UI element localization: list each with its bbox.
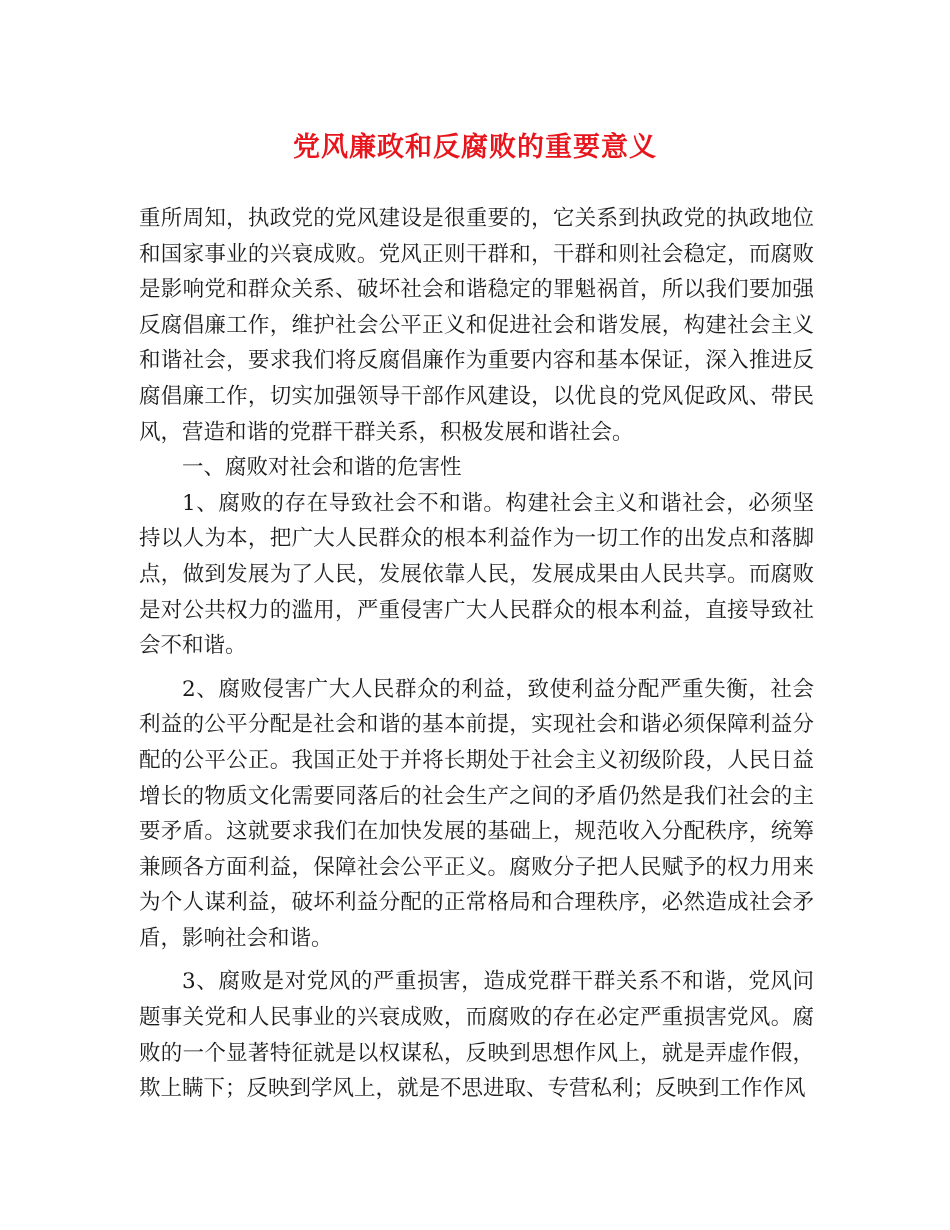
paragraph-point-3: 3、腐败是对党风的严重损害，造成党群干群关系不和谐，党风问题事关党和人民事业的兴衰成败，而腐败的存在必定严重损害党风。腐败的一个显著特征就是以权谋私，反映到思想作风上，就是弄虚作假，欺上瞒下；反映到学风上，就是不思进取、专营私利；反映到工作作风: [139, 969, 814, 1102]
section-heading-1: 一、腐败对社会和谐的危害性: [182, 455, 462, 481]
paragraph-point-1: 1、腐败的存在导致社会不和谐。构建社会主义和谐社会，必须坚持以人为本，把广大人民群众的根本利益作为一切工作的出发点和落脚点，做到发展为了人民，发展依靠人民，发展成果由人民共享。而腐败是对公共权力的滥用，严重侵害广大人民群众的根本利益，直接导致社会不和谐。: [139, 490, 814, 659]
paragraph-point-2: 2、腐败侵害广大人民群众的利益，致使利益分配严重失衡，社会利益的公平分配是社会和谐的基本前提，实现社会和谐必须保障利益分配的公平公正。我国正处于并将长期处于社会主义初级阶段，人民日益增长的物质文化需要同落后的社会生产之间的矛盾仍然是我们社会的主要矛盾。这就要求我们在加快发展的基础上，规范收入分配秩序，统筹兼顾各方面利益，保障社会公平正义。腐败分子把人民赋予的权力用来为个人谋利益，破坏利益分配的正常格局和合理秩序，必然造成社会矛盾，影响社会和谐。: [139, 676, 814, 951]
document-title: 党风廉政和反腐败的重要意义: [293, 132, 657, 163]
paragraph-intro: 重所周知，执政党的党风建设是很重要的，它关系到执政党的执政地位和国家事业的兴衰成败。党风正则干群和，干群和则社会稳定，而腐败是影响党和群众关系、破坏社会和谐稳定的罪魁祸首，所以我们要加强反腐倡廉工作，维护社会公平正义和促进社会和谐发展，构建社会主义和谐社会，要求我们将反腐倡廉作为重要内容和基本保证，深入推进反腐倡廉工作，切实加强领导干部作风建设，以优良的党风促政风、带民风，营造和谐的党群干群关系，积极发展和谐社会。: [139, 206, 814, 445]
document-body: [139, 201, 814, 1107]
